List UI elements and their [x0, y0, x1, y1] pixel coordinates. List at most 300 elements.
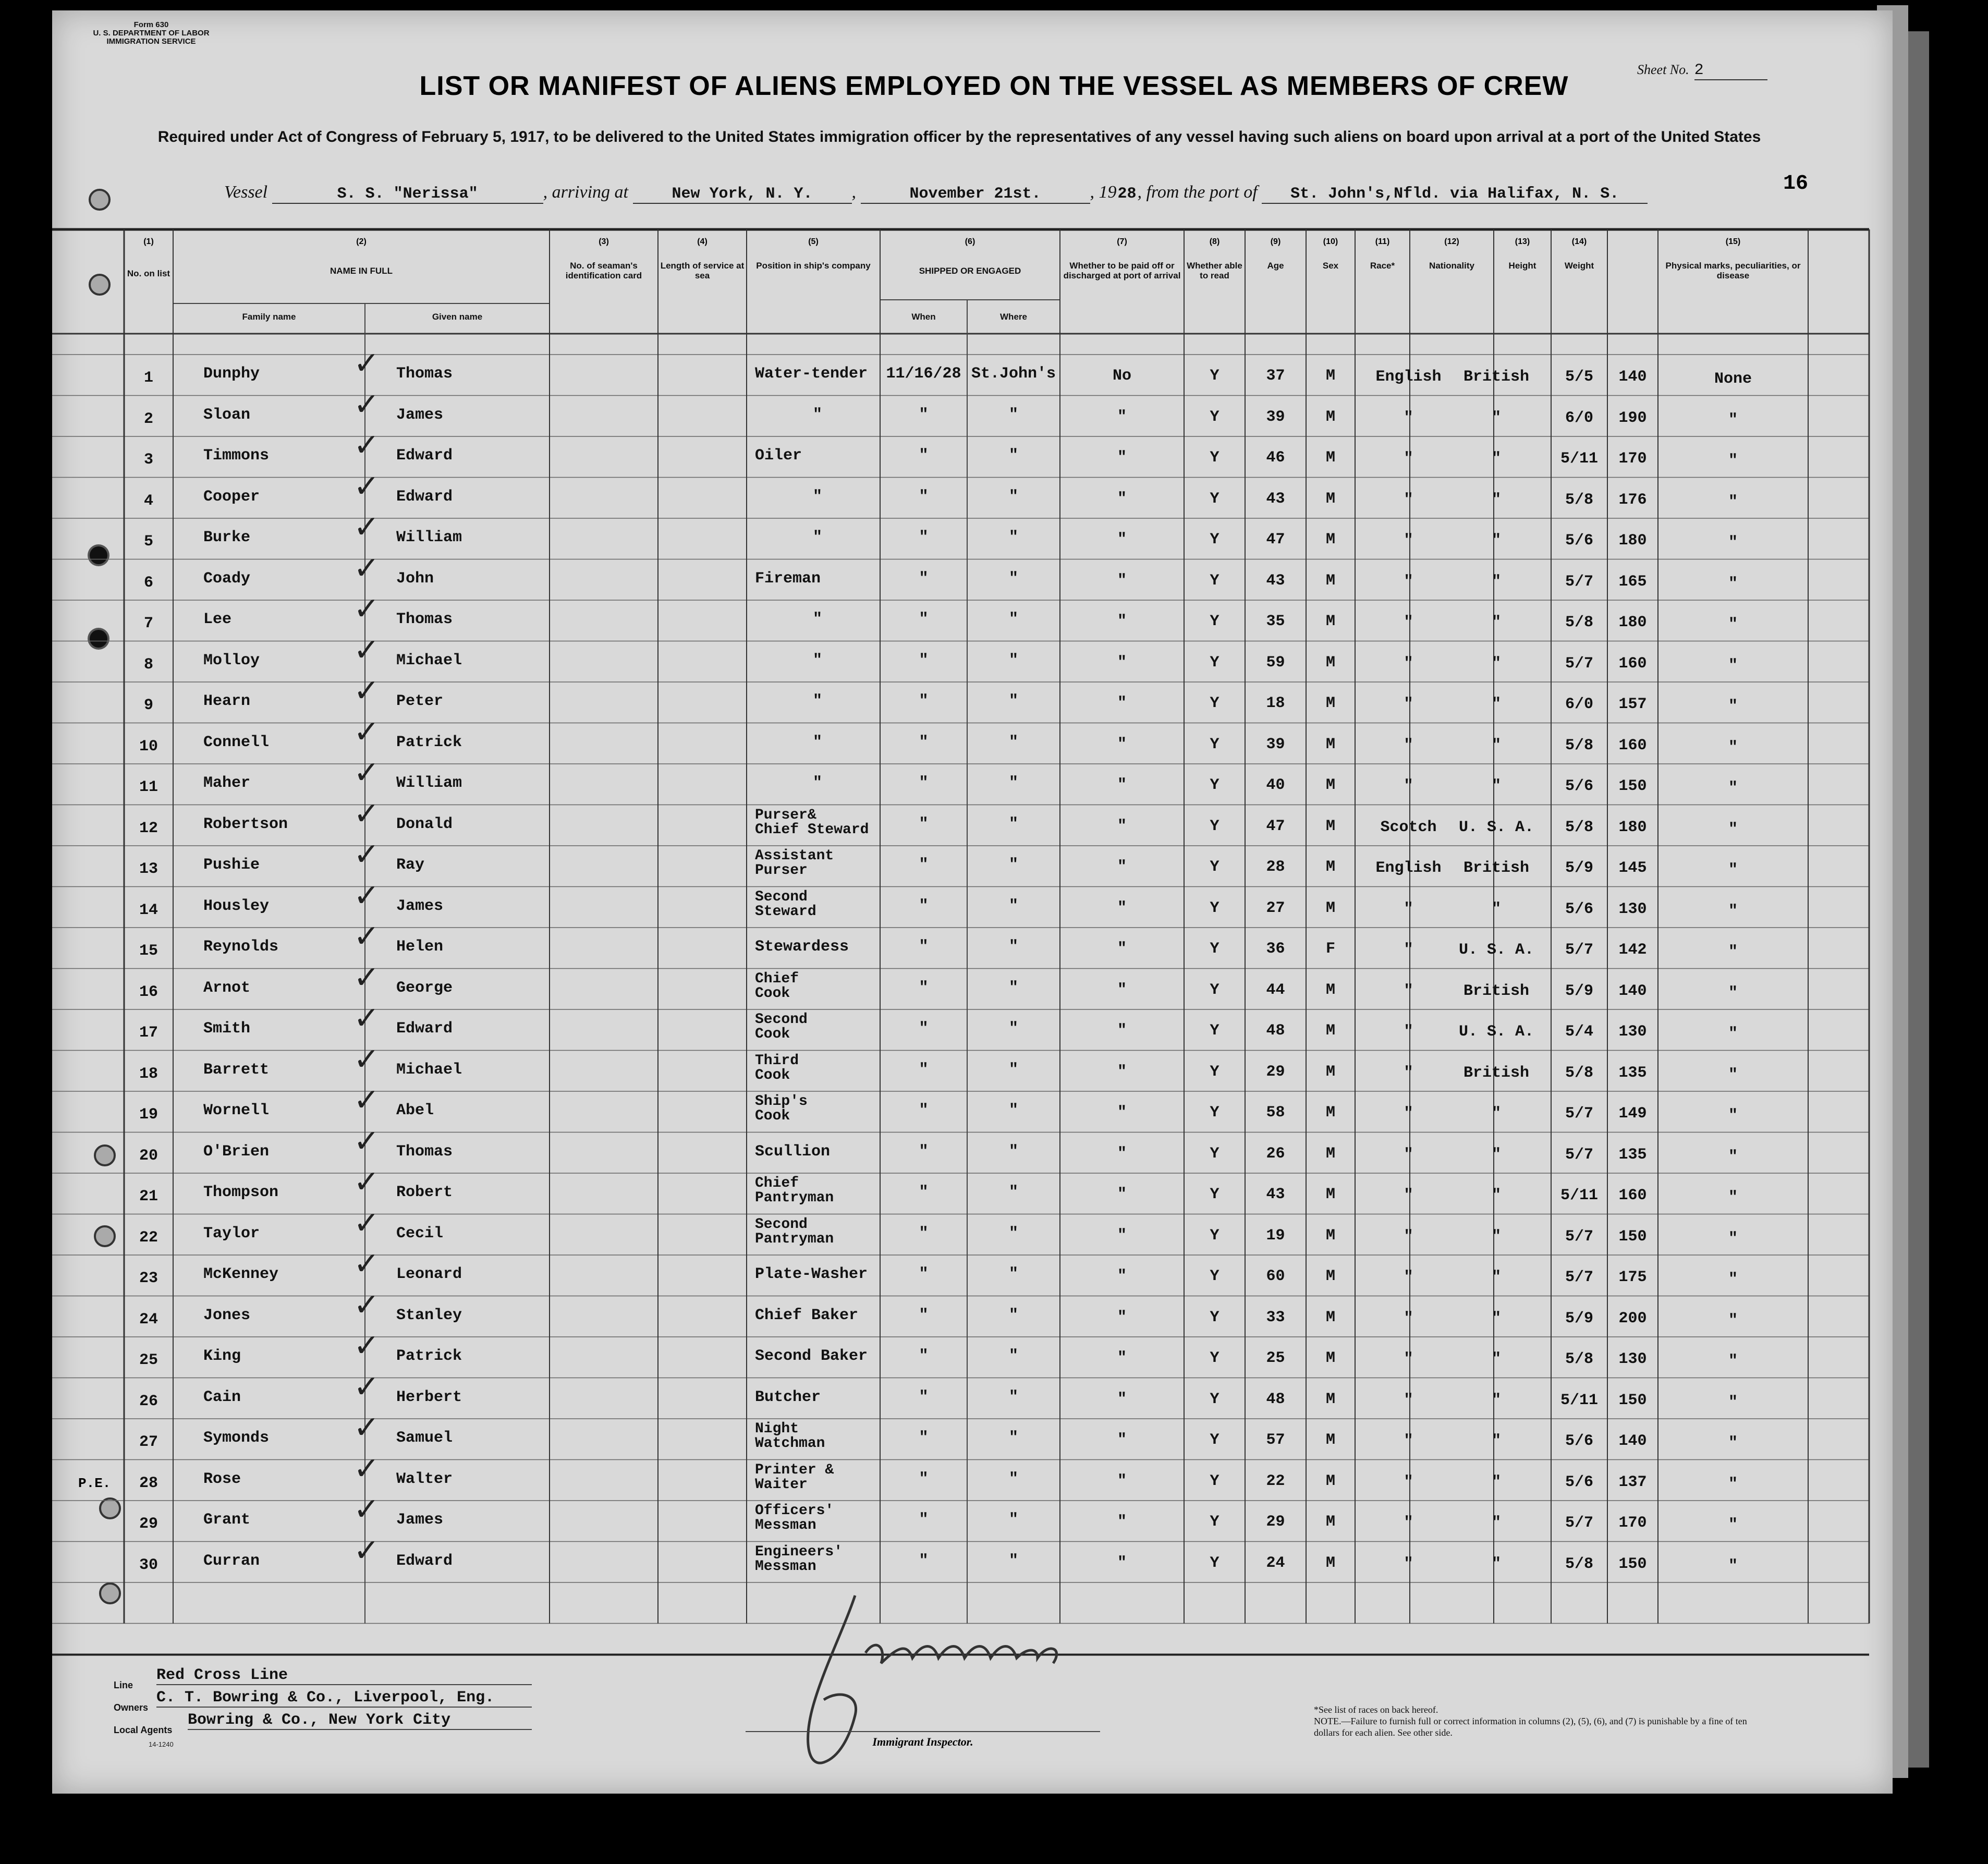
paid-off: " — [1117, 1104, 1127, 1122]
shipped-when: " — [919, 1552, 929, 1570]
weight: 135 — [1618, 1146, 1647, 1164]
punch-hole — [90, 630, 107, 648]
given-name: John — [396, 569, 434, 588]
sheet-number-label: Sheet No. — [1637, 62, 1689, 77]
physical-marks: " — [1728, 452, 1738, 470]
paid-off: " — [1117, 1513, 1127, 1531]
nationality: " — [1491, 1350, 1501, 1368]
physical-marks: " — [1728, 984, 1738, 1002]
physical-marks: " — [1728, 1434, 1738, 1452]
checkmark-icon: ✓ — [353, 386, 380, 423]
position-line2: Cook — [755, 985, 790, 1002]
column-number: (7) — [1117, 237, 1127, 246]
column-header: No. of seaman's identification card — [565, 261, 642, 281]
sex: M — [1325, 1268, 1335, 1285]
given-name: Cecil — [396, 1224, 444, 1242]
shipped-where: " — [1008, 1347, 1018, 1365]
position: Chief — [755, 970, 799, 987]
paid-off: " — [1117, 1268, 1127, 1285]
position: Stewardess — [755, 938, 849, 956]
paid-off: " — [1117, 1144, 1127, 1163]
age: 22 — [1266, 1472, 1285, 1490]
column-header: No. on list — [127, 269, 170, 278]
physical-marks: " — [1728, 1475, 1738, 1493]
owners-label: Owners — [114, 1702, 149, 1713]
shipped-where: " — [1008, 529, 1018, 546]
race: " — [1404, 614, 1413, 631]
position: Oiler — [755, 447, 802, 465]
column-subheader: Given name — [432, 312, 483, 322]
weight: 170 — [1618, 450, 1647, 468]
position: Engineers' — [755, 1543, 843, 1560]
row-number: 23 — [139, 1270, 158, 1287]
age: 18 — [1266, 695, 1285, 712]
race: " — [1404, 1309, 1413, 1327]
able-to-read: Y — [1210, 1390, 1219, 1408]
nationality: " — [1491, 777, 1501, 795]
sex: M — [1325, 653, 1335, 672]
age: 60 — [1266, 1268, 1285, 1285]
physical-marks: " — [1728, 1229, 1738, 1248]
age: 29 — [1266, 1513, 1285, 1531]
paid-off: " — [1117, 940, 1127, 958]
sex: F — [1325, 940, 1335, 958]
race: " — [1404, 654, 1413, 673]
age: 36 — [1266, 940, 1285, 958]
age: 24 — [1266, 1554, 1285, 1572]
row-number: 29 — [139, 1515, 158, 1533]
age: 57 — [1266, 1431, 1285, 1449]
able-to-read: Y — [1210, 1554, 1219, 1572]
checkmark-icon: ✓ — [353, 1123, 380, 1160]
race: " — [1404, 1105, 1413, 1123]
column-header: Position in ship's company — [756, 261, 871, 271]
shipped-when: " — [919, 488, 929, 506]
row-number: 8 — [143, 655, 153, 674]
age: 33 — [1266, 1308, 1285, 1326]
checkmark-icon: ✓ — [353, 713, 380, 750]
row-number: 19 — [139, 1106, 158, 1124]
race: " — [1404, 1555, 1413, 1573]
weight: 140 — [1618, 368, 1647, 386]
row-number: 9 — [143, 697, 153, 714]
height: 5/5 — [1565, 368, 1593, 386]
row-number: 28 — [139, 1474, 158, 1492]
family-name: Arnot — [203, 979, 251, 997]
race: " — [1404, 941, 1413, 959]
sex: M — [1325, 1186, 1335, 1203]
family-name: O'Brien — [203, 1142, 270, 1161]
race: " — [1404, 982, 1413, 1000]
checkmark-icon: ✓ — [353, 345, 380, 382]
weight: 180 — [1618, 532, 1647, 550]
checkmark-icon: ✓ — [353, 1286, 380, 1323]
race: " — [1404, 491, 1413, 509]
weight: 130 — [1618, 1023, 1647, 1041]
age: 47 — [1266, 817, 1285, 835]
height: 5/8 — [1565, 1064, 1593, 1082]
able-to-read: Y — [1210, 1144, 1219, 1163]
race: " — [1404, 1269, 1413, 1286]
given-name: James — [396, 1511, 444, 1529]
physical-marks: " — [1728, 1148, 1738, 1166]
position-line2: Pantryman — [755, 1231, 834, 1247]
shipped-when: " — [919, 1020, 929, 1038]
line-label: Line — [114, 1680, 133, 1690]
race: " — [1404, 736, 1413, 754]
race: " — [1404, 1432, 1413, 1450]
age: 29 — [1266, 1063, 1285, 1081]
column-number: (9) — [1270, 237, 1281, 246]
sex: M — [1325, 776, 1335, 794]
shipped-when: " — [919, 1347, 929, 1365]
checkmark-icon: ✓ — [353, 673, 380, 709]
nationality: " — [1491, 409, 1501, 427]
position: Second — [755, 1012, 808, 1028]
row-number: 15 — [139, 942, 158, 960]
nationality: " — [1491, 1514, 1501, 1532]
shipped-where: " — [1008, 1552, 1018, 1570]
row-number: 26 — [139, 1392, 158, 1410]
position-line2: Cook — [755, 1026, 790, 1042]
given-name: Thomas — [396, 1142, 453, 1161]
nationality: " — [1491, 450, 1501, 468]
shipped-where: " — [1008, 897, 1018, 915]
column-number: (14) — [1571, 237, 1587, 246]
given-name: Ray — [396, 856, 425, 874]
paid-off: " — [1117, 1226, 1127, 1245]
able-to-read: Y — [1210, 1268, 1219, 1285]
position: Second — [755, 888, 808, 905]
shipped-where: " — [1008, 1265, 1018, 1283]
paid-off: No — [1112, 367, 1131, 385]
weight: 190 — [1618, 409, 1647, 427]
family-name: Pushie — [203, 856, 260, 874]
checkmark-icon: ✓ — [353, 631, 380, 668]
shipped-where: " — [1008, 1224, 1018, 1242]
shipped-where: " — [1008, 774, 1018, 792]
column-number: (4) — [697, 237, 708, 246]
shipped-when: " — [919, 1142, 929, 1161]
shipped-when: " — [919, 1061, 929, 1079]
physical-marks: " — [1728, 1516, 1738, 1534]
shipped-where: " — [1008, 733, 1018, 751]
shipped-when: " — [919, 856, 929, 874]
family-name: Wornell — [203, 1102, 270, 1119]
race: English — [1375, 859, 1442, 877]
height: 5/11 — [1560, 1391, 1598, 1409]
sex: M — [1325, 981, 1335, 999]
age: 27 — [1266, 899, 1285, 917]
given-name: Thomas — [396, 365, 453, 383]
position-line2: Purser — [755, 862, 808, 879]
family-name: Lee — [203, 611, 232, 628]
nationality: " — [1491, 900, 1501, 918]
race: " — [1404, 1227, 1413, 1246]
family-name: Burke — [203, 529, 251, 546]
able-to-read: Y — [1210, 531, 1219, 549]
able-to-read: Y — [1210, 653, 1219, 672]
family-name: Cain — [203, 1388, 241, 1406]
column-subheader: Where — [1000, 312, 1027, 322]
position: Printer & — [755, 1461, 834, 1478]
arriving-label: , arriving at — [543, 182, 628, 202]
position: " — [812, 733, 822, 751]
paid-off: " — [1117, 1308, 1127, 1326]
nationality: " — [1491, 572, 1501, 591]
row-number: 16 — [139, 983, 158, 1001]
given-name: Helen — [396, 938, 444, 956]
column-number: (6) — [965, 237, 975, 246]
position-line2: Messman — [755, 1558, 816, 1575]
able-to-read: Y — [1210, 1431, 1219, 1449]
weight: 200 — [1618, 1309, 1647, 1327]
paid-off: " — [1117, 1472, 1127, 1490]
checkmark-icon: ✓ — [353, 1491, 380, 1528]
column-subheader: Family name — [242, 312, 296, 322]
nationality: U. S. A. — [1458, 941, 1534, 959]
row-number: 25 — [139, 1351, 158, 1369]
shipped-when: " — [919, 1102, 929, 1119]
shipped-where: " — [1008, 406, 1018, 424]
physical-marks: " — [1728, 698, 1738, 715]
shipped-when: " — [919, 611, 929, 628]
sex: M — [1325, 858, 1335, 876]
column-subheader: When — [911, 312, 936, 322]
sex: M — [1325, 817, 1335, 835]
height: 5/8 — [1565, 1555, 1593, 1573]
paid-off: " — [1117, 408, 1127, 426]
position-line2: Cook — [755, 1067, 790, 1083]
shipped-where: " — [1008, 815, 1018, 833]
row-number: 6 — [143, 574, 153, 592]
height: 5/7 — [1565, 572, 1593, 591]
race: Scotch — [1380, 818, 1437, 836]
checkmark-icon: ✓ — [353, 591, 380, 627]
family-name: Hearn — [203, 692, 251, 710]
race: " — [1404, 1514, 1413, 1532]
shipped-where: " — [1008, 938, 1018, 956]
sex: M — [1325, 1308, 1335, 1326]
physical-marks: " — [1728, 1557, 1738, 1575]
position: Plate-Washer — [755, 1265, 868, 1283]
checkmark-icon: ✓ — [353, 550, 380, 587]
checkmark-icon: ✓ — [353, 1082, 380, 1118]
physical-marks: " — [1728, 779, 1738, 797]
local-agents-label: Local Agents — [114, 1725, 173, 1735]
age: 47 — [1266, 531, 1285, 549]
shipped-where: " — [1008, 651, 1018, 669]
weight: 140 — [1618, 982, 1647, 1000]
race: " — [1404, 696, 1413, 713]
penalty-note: NOTE.—Failure to furnish full or correct information in columns (2), (5), (6), and (7) is punishable by a fine of ten dollars for each alien. See other side. — [1314, 1716, 1747, 1738]
service-name: IMMIGRATION SERVICE — [106, 37, 196, 46]
given-name: Michael — [396, 1061, 462, 1079]
nationality: U. S. A. — [1458, 818, 1534, 836]
height: 5/8 — [1565, 818, 1593, 836]
height: 5/8 — [1565, 1350, 1593, 1368]
able-to-read: Y — [1210, 940, 1219, 958]
height: 6/0 — [1565, 696, 1593, 713]
weight: 145 — [1618, 859, 1647, 877]
race: " — [1404, 409, 1413, 427]
height: 5/9 — [1565, 1309, 1593, 1327]
weight: 140 — [1618, 1432, 1647, 1450]
column-header: Height — [1508, 261, 1536, 271]
position: Third — [755, 1052, 799, 1069]
able-to-read: Y — [1210, 613, 1219, 630]
family-name: Jones — [203, 1306, 251, 1324]
shipped-when: " — [919, 529, 929, 546]
race: " — [1404, 572, 1413, 591]
family-name: Robertson — [203, 815, 288, 833]
age: 28 — [1266, 858, 1285, 876]
height: 5/9 — [1565, 859, 1593, 877]
row-number: 30 — [139, 1556, 158, 1574]
nationality: " — [1491, 736, 1501, 754]
checkmark-icon: ✓ — [353, 1409, 380, 1446]
sex: M — [1325, 1472, 1335, 1490]
given-name: William — [396, 774, 462, 792]
position: Night — [755, 1421, 799, 1437]
family-name: Connell — [203, 733, 270, 751]
shipped-when: " — [919, 447, 929, 465]
shipped-where: " — [1008, 1306, 1018, 1324]
position: Purser& — [755, 807, 816, 823]
race: " — [1404, 900, 1413, 918]
paid-off: " — [1117, 653, 1127, 672]
sex: M — [1325, 1554, 1335, 1572]
nationality: " — [1491, 1146, 1501, 1164]
able-to-read: Y — [1210, 1349, 1219, 1367]
given-name: Samuel — [396, 1429, 453, 1447]
physical-marks: " — [1728, 411, 1738, 429]
weight: 150 — [1618, 1227, 1647, 1246]
given-name: Patrick — [396, 1347, 462, 1365]
vessel-label: Vessel — [224, 182, 268, 202]
shipped-when: " — [919, 1306, 929, 1324]
physical-marks: " — [1728, 861, 1738, 879]
race: English — [1375, 368, 1442, 386]
height: 5/7 — [1565, 1514, 1593, 1532]
checkmark-icon: ✓ — [353, 836, 380, 873]
able-to-read: Y — [1210, 858, 1219, 876]
column-header: SHIPPED OR ENGAGED — [919, 266, 1021, 276]
position: Water-tender — [755, 365, 868, 383]
given-name: Herbert — [396, 1388, 462, 1406]
checkmark-icon: ✓ — [353, 795, 380, 832]
from-label: , from the port of — [1137, 182, 1258, 202]
family-name: King — [203, 1347, 241, 1365]
paid-off: " — [1117, 817, 1127, 835]
arrival-date: November 21st. — [861, 185, 1090, 204]
sex: M — [1325, 1063, 1335, 1081]
able-to-read: Y — [1210, 1513, 1219, 1531]
given-name: Edward — [396, 1552, 453, 1570]
department-name: U. S. DEPARTMENT OF LABOR — [93, 29, 210, 38]
weight: 135 — [1618, 1064, 1647, 1082]
shipped-when: " — [919, 938, 929, 956]
shipped-when: " — [919, 897, 929, 915]
able-to-read: Y — [1210, 1226, 1219, 1245]
family-name: Thompson — [203, 1184, 279, 1201]
paid-off: " — [1117, 776, 1127, 794]
physical-marks: " — [1728, 738, 1738, 757]
height: 5/7 — [1565, 1146, 1593, 1164]
checkmark-icon: ✓ — [353, 1164, 380, 1200]
checkmark-icon: ✓ — [353, 959, 380, 996]
paid-off: " — [1117, 981, 1127, 999]
shipped-when: " — [919, 733, 929, 751]
column-number: (12) — [1444, 237, 1459, 246]
weight: 157 — [1618, 696, 1647, 713]
age: 25 — [1266, 1349, 1285, 1367]
position: Chief Baker — [755, 1306, 859, 1324]
height: 5/11 — [1560, 450, 1598, 468]
family-name: Cooper — [203, 488, 260, 506]
nationality: " — [1491, 614, 1501, 631]
nationality: " — [1491, 491, 1501, 509]
sex: M — [1325, 490, 1335, 508]
position: " — [812, 774, 822, 792]
paid-off: " — [1117, 1349, 1127, 1367]
height: 5/6 — [1565, 777, 1593, 795]
shipped-where: " — [1008, 1470, 1018, 1488]
age: 48 — [1266, 1022, 1285, 1040]
position: " — [812, 529, 822, 546]
paid-off: " — [1117, 1063, 1127, 1081]
able-to-read: Y — [1210, 735, 1219, 753]
sex: M — [1325, 408, 1335, 426]
shipped-where: " — [1008, 856, 1018, 874]
shipped-when: " — [919, 692, 929, 710]
sex: M — [1325, 1226, 1335, 1245]
checkmark-icon: ✓ — [353, 509, 380, 545]
race: " — [1404, 1064, 1413, 1082]
height: 5/6 — [1565, 1473, 1593, 1491]
physical-marks: None — [1714, 370, 1752, 388]
nationality: " — [1491, 1187, 1501, 1204]
height: 5/6 — [1565, 900, 1593, 918]
paid-off: " — [1117, 571, 1127, 590]
race: " — [1404, 532, 1413, 550]
sex: M — [1325, 1431, 1335, 1449]
height: 5/6 — [1565, 532, 1593, 550]
inspector-signature — [792, 1585, 1116, 1783]
weight: 170 — [1618, 1514, 1647, 1532]
shipped-where: " — [1008, 1102, 1018, 1119]
row-number: 5 — [143, 533, 153, 551]
checkmark-icon: ✓ — [353, 427, 380, 464]
position: " — [812, 611, 822, 628]
shipped-where: " — [1008, 1142, 1018, 1161]
paid-off: " — [1117, 490, 1127, 508]
nationality: " — [1491, 1269, 1501, 1286]
given-name: Edward — [396, 1020, 453, 1038]
family-name: Molloy — [203, 651, 260, 669]
position: " — [812, 651, 822, 669]
age: 40 — [1266, 776, 1285, 794]
position: " — [812, 692, 822, 710]
column-header: Sex — [1322, 261, 1339, 271]
nationality: " — [1491, 1227, 1501, 1246]
position: Chief — [755, 1175, 799, 1191]
family-name: Sloan — [203, 406, 251, 424]
race: " — [1404, 1473, 1413, 1491]
given-name: Edward — [396, 447, 453, 465]
able-to-read: Y — [1210, 817, 1219, 835]
given-name: Stanley — [396, 1306, 462, 1324]
